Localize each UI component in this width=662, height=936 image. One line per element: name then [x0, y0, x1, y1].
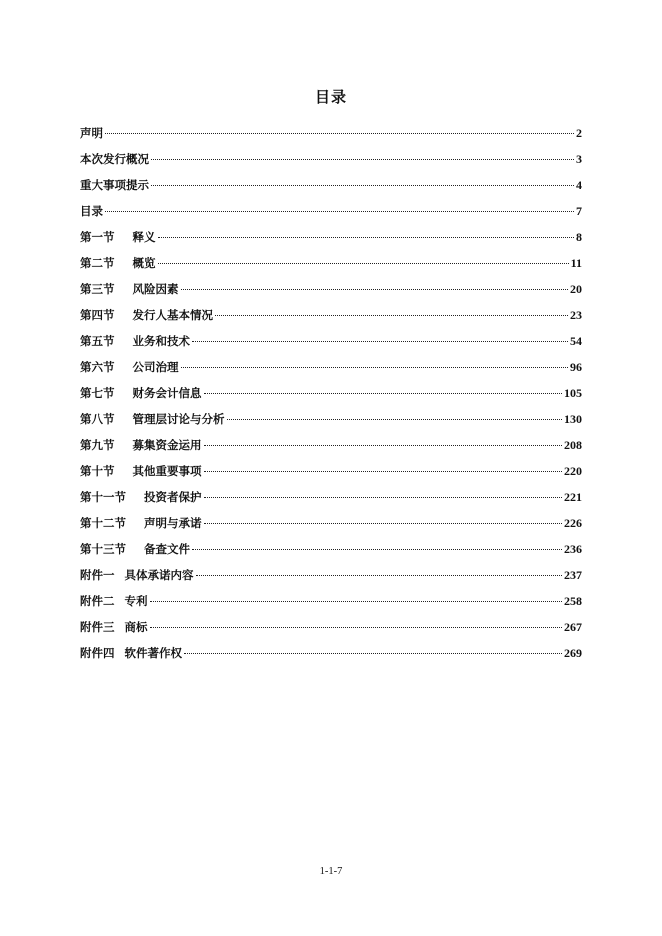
- toc-entry-label: 声明与承诺: [144, 516, 202, 530]
- toc-dot-leader: [158, 263, 569, 264]
- toc-entry-label: 募集资金运用: [132, 438, 202, 452]
- toc-entry-page: 237: [564, 568, 582, 582]
- toc-entry[interactable]: [80, 120, 582, 146]
- toc-entry-page: 2: [576, 126, 582, 140]
- toc-entry[interactable]: [80, 354, 582, 380]
- toc-dot-leader: [150, 627, 563, 628]
- toc-entry-number: 第十三节: [80, 542, 126, 556]
- toc-entry-page: 23: [570, 308, 582, 322]
- toc-entry-number: 附件一: [80, 568, 115, 582]
- toc-entry-page: 269: [564, 646, 582, 660]
- toc-entry-page: 220: [564, 464, 582, 478]
- toc-dot-leader: [192, 341, 568, 342]
- toc-entry[interactable]: [80, 302, 582, 328]
- toc-entry[interactable]: [80, 250, 582, 276]
- toc-dot-leader: [151, 159, 574, 160]
- toc-entry-page: 54: [570, 334, 582, 348]
- toc-entry-number: 第六节: [80, 360, 115, 374]
- toc-entry-label: 发行人基本情况: [132, 308, 213, 322]
- toc-entry[interactable]: [80, 198, 582, 224]
- toc-entry-label: 备查文件: [144, 542, 190, 556]
- toc-dot-leader: [227, 419, 563, 420]
- toc-entry-page: 236: [564, 542, 582, 556]
- toc-entry-number: 第八节: [80, 412, 115, 426]
- toc-entry-label: 其他重要事项: [132, 464, 202, 478]
- toc-entry-label: 业务和技术: [132, 334, 190, 348]
- toc-entry-page: 258: [564, 594, 582, 608]
- toc-entry-label: 投资者保护: [144, 490, 202, 504]
- toc-entry[interactable]: [80, 172, 582, 198]
- toc-entry-page: 3: [576, 152, 582, 166]
- toc-entry-number: 第三节: [80, 282, 115, 296]
- toc-dot-leader: [196, 575, 563, 576]
- toc-entry-label: 具体承诺内容: [124, 568, 194, 582]
- toc-entry-page: 226: [564, 516, 582, 530]
- toc-entry[interactable]: [80, 276, 582, 302]
- toc-dot-leader: [184, 653, 562, 654]
- toc-entry[interactable]: [80, 484, 582, 510]
- toc-entry-page: 8: [576, 230, 582, 244]
- toc-entry[interactable]: [80, 406, 582, 432]
- toc-entry-label: 管理层讨论与分析: [132, 412, 225, 426]
- toc-dot-leader: [105, 211, 574, 212]
- toc-entry-label: 声明: [80, 126, 103, 140]
- toc-entry[interactable]: [80, 562, 582, 588]
- toc-dot-leader: [158, 237, 575, 238]
- toc-entry-page: 221: [564, 490, 582, 504]
- toc-entry-label: 软件著作权: [124, 646, 182, 660]
- toc-entry-number: 附件四: [80, 646, 115, 660]
- toc-entry-label: 重大事项提示: [80, 178, 149, 192]
- toc-entry-number: 第九节: [80, 438, 115, 452]
- page-title: 目录: [314, 88, 347, 106]
- toc-dot-leader: [204, 471, 563, 472]
- toc-dot-leader: [204, 445, 563, 446]
- toc-entry[interactable]: [80, 328, 582, 354]
- toc-dot-leader: [181, 289, 569, 290]
- toc-entry-label: 财务会计信息: [132, 386, 202, 400]
- toc-entry-number: 附件三: [80, 620, 115, 634]
- toc-entry[interactable]: [80, 432, 582, 458]
- toc-entry-page: 267: [564, 620, 582, 634]
- toc-entry[interactable]: [80, 380, 582, 406]
- toc-entry[interactable]: [80, 510, 582, 536]
- toc-entry-number: 第二节: [80, 256, 115, 270]
- toc-dot-leader: [105, 133, 574, 134]
- toc-entry-page: 4: [576, 178, 582, 192]
- toc-dot-leader: [204, 497, 563, 498]
- toc-entry-label: 目录: [80, 204, 103, 218]
- toc-dot-leader: [151, 185, 574, 186]
- toc-dot-leader: [192, 549, 562, 550]
- toc-entry-label: 公司治理: [132, 360, 179, 374]
- toc-entry-page: 130: [564, 412, 582, 426]
- toc-dot-leader: [215, 315, 568, 316]
- table-of-contents: [80, 120, 582, 666]
- toc-entry-number: 附件二: [80, 594, 115, 608]
- page-number-footer: 1-1-7: [319, 866, 343, 877]
- toc-dot-leader: [181, 367, 569, 368]
- toc-dot-leader: [204, 393, 563, 394]
- toc-entry[interactable]: [80, 224, 582, 250]
- toc-entry-label: 本次发行概况: [80, 152, 149, 166]
- toc-entry-label: 释义: [132, 230, 156, 244]
- toc-entry[interactable]: [80, 640, 582, 666]
- toc-entry-page: 11: [570, 256, 582, 270]
- toc-entry[interactable]: [80, 146, 582, 172]
- toc-entry[interactable]: [80, 588, 582, 614]
- toc-entry-label: 专利: [124, 594, 148, 608]
- toc-entry-number: 第十一节: [80, 490, 126, 504]
- toc-entry[interactable]: [80, 614, 582, 640]
- toc-entry-label: 概览: [132, 256, 156, 270]
- toc-entry-number: 第十节: [80, 464, 115, 478]
- toc-entry-label: 商标: [124, 620, 148, 634]
- toc-entry-page: 105: [564, 386, 582, 400]
- toc-entry-page: 208: [564, 438, 582, 452]
- toc-entry-label: 风险因素: [132, 282, 179, 296]
- toc-dot-leader: [150, 601, 563, 602]
- toc-dot-leader: [204, 523, 563, 524]
- toc-entry[interactable]: [80, 458, 582, 484]
- toc-entry-number: 第一节: [80, 230, 115, 244]
- toc-entry-number: 第五节: [80, 334, 115, 348]
- toc-entry-number: 第四节: [80, 308, 115, 322]
- toc-entry[interactable]: [80, 536, 582, 562]
- toc-entry-page: 20: [570, 282, 582, 296]
- toc-entry-page: 7: [576, 204, 582, 218]
- toc-entry-number: 第七节: [80, 386, 115, 400]
- toc-entry-page: 96: [570, 360, 582, 374]
- toc-entry-number: 第十二节: [80, 516, 126, 530]
